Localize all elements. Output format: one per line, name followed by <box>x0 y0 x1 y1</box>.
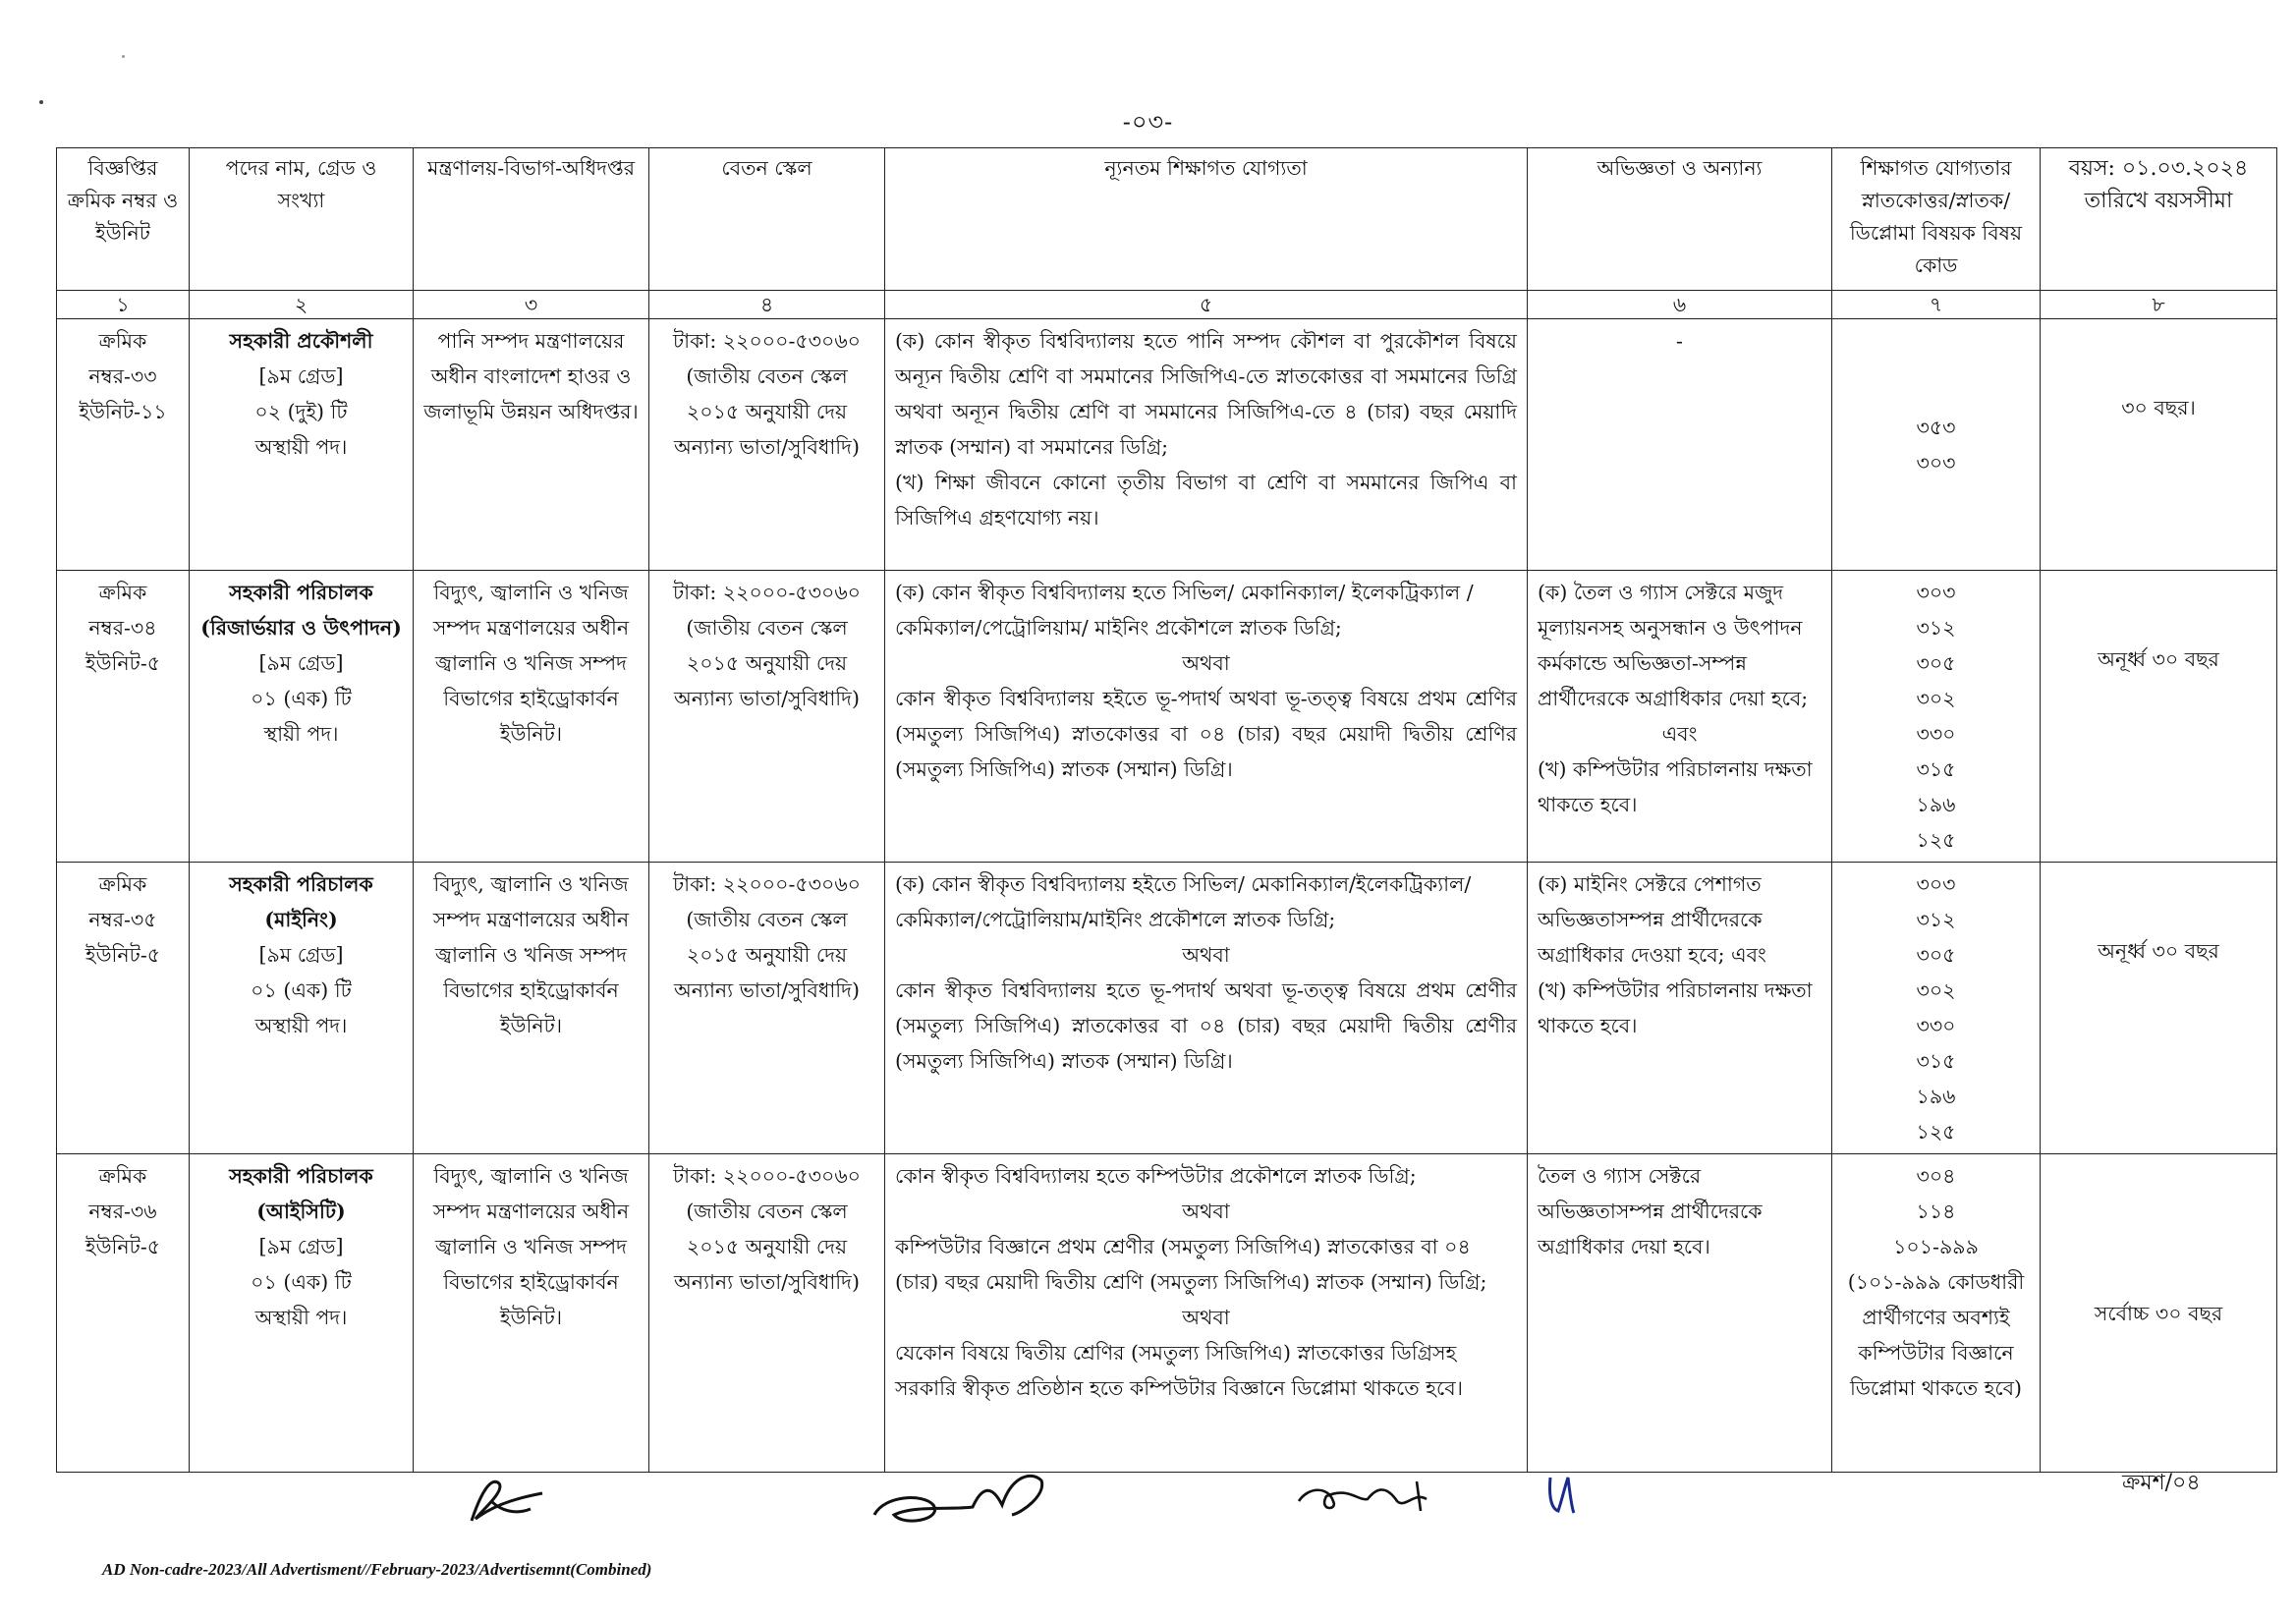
serial-cell <box>57 863 190 1154</box>
serial-number: নম্বর-৩৫ <box>88 908 157 931</box>
subject-code: ৩১৫ <box>1916 757 1956 781</box>
subject-code: ৩১২ <box>1916 616 1956 640</box>
post-count: ০১ (এক) টি <box>251 687 352 710</box>
header-pay-scale: বেতন স্কেল <box>649 148 885 291</box>
post-type: অস্থায়ী পদ। <box>254 1306 348 1329</box>
signature-3 <box>1289 1472 1436 1521</box>
column-number: ৫ <box>885 291 1528 319</box>
education-b: (খ) শিক্ষা জীবনে কোনো তৃতীয় বিভাগ বা শ্রেণি বা সমমানের জিপিএ বা সিজিপিএ গ্রহণযোগ্য নয়। <box>895 471 1517 530</box>
table-row <box>57 571 2277 863</box>
footer-reference: AD Non-cadre-2023/All Advertisment//February-2023/Advertisemnt(Combined) <box>102 1560 652 1579</box>
education-a: (ক) কোন স্বীকৃত বিশ্ববিদ্যালয় হতে সিভিল/ মেকানিক্যাল/ ইলেকট্রিক্যাল /কেমিক্যাল/পেট্রোলিয়াম/ মাইনিং প্রকৌশলে স্নাতক ডিগ্রি; <box>895 581 1474 640</box>
subject-code-cell <box>1832 571 2041 863</box>
subject-code: ৩০৩ <box>1916 872 1956 896</box>
experience-cell <box>1528 571 1832 863</box>
experience-and: এবং <box>1661 722 1698 746</box>
education-c: যেকোন বিষয়ে দ্বিতীয় শ্রেণির (সমতুল্য সিজিপিএ) স্নাতকোত্তর ডিগ্রিসহ সরকারি স্বীকৃত প্রতিষ্ঠান হতে কম্পিউটার বিজ্ঞানে ডিপ্লোমা থাকতে হবে। <box>895 1341 1463 1400</box>
subject-code: ৩০৫ <box>1916 943 1956 967</box>
age-cell: সর্বোচ্চ ৩০ বছর <box>2041 1154 2277 1473</box>
post-title: সহকারী পরিচালক (মাইনিং) <box>229 872 373 931</box>
education-cell <box>885 863 1528 1154</box>
pay-scale-cell: টাকা: ২২০০০-৫৩০৬০ (জাতীয় বেতন স্কেল ২০১৫ অনুযায়ী দেয় অন্যান্য ভাতা/সুবিধাদি) <box>649 863 885 1154</box>
serial-label: ক্রমিক <box>98 581 147 604</box>
subject-code: ৩০২ <box>1916 687 1956 710</box>
header-row <box>57 148 2277 291</box>
subject-code: ৩০৩ <box>1916 581 1956 604</box>
scan-speck <box>122 55 125 58</box>
subject-code-cell <box>1832 863 2041 1154</box>
subject-code: ১০১-৯৯৯ <box>1893 1235 1979 1258</box>
education-b: কোন স্বীকৃত বিশ্ববিদ্যালয় হইতে ভূ-পদার্থ অথবা ভূ-তত্ত্ব বিষয়ে প্রথম শ্রেণির (সমতুল্য সিজিপিএ) স্নাতকোত্তর বা ০৪ (চার) বছর মেয়াদী দ্বিতীয় শ্রেণির (সমতুল্য সিজিপিএ) স্নাতক (সম্মান) ডিগ্রি। <box>895 687 1517 781</box>
education-or: অথবা <box>1182 651 1230 675</box>
experience-cell: তৈল ও গ্যাস সেক্টরে অভিজ্ঞতাসম্পন্ন প্রার্থীদেরকে অগ্রাধিকার দেয়া হবে। <box>1528 1154 1832 1473</box>
experience-a: (ক) মাইনিং সেক্টরে পেশাগত অভিজ্ঞতাসম্পন্ন প্রার্থীদেরকে অগ্রাধিকার দেওয়া হবে; এবং <box>1538 872 1766 967</box>
serial-cell <box>57 1154 190 1473</box>
education-or: অথবা <box>1182 1200 1230 1223</box>
post-count: ০১ (এক) টি <box>251 978 352 1002</box>
post-cell <box>190 1154 414 1473</box>
header-ministry: মন্ত্রণালয়-বিভাগ-অধিদপ্তর <box>414 148 649 291</box>
subject-code-cell <box>1832 319 2041 571</box>
subject-code-cell <box>1832 1154 2041 1473</box>
education-cell <box>885 1154 1528 1473</box>
recruitment-table <box>56 147 2277 1473</box>
subject-code: ৩০২ <box>1916 978 1956 1002</box>
post-grade: [৯ম গ্রেড] <box>258 651 344 675</box>
subject-code: ১২৫ <box>1916 828 1956 852</box>
subject-code: ৩০৫ <box>1916 651 1956 675</box>
post-type: অস্থায়ী পদ। <box>254 435 348 459</box>
pay-scale-cell: টাকা: ২২০০০-৫৩০৬০ (জাতীয় বেতন স্কেল ২০১৫ অনুযায়ী দেয় অন্যান্য ভাতা/সুবিধাদি) <box>649 1154 885 1473</box>
subject-code-note: (১০১-৯৯৯ কোডধারী প্রার্থীগণের অবশ্যই কম্পিউটার বিজ্ঞানে ডিপ্লোমা থাকতে হবে) <box>1847 1270 2025 1400</box>
page-number: -০৩- <box>1122 108 1174 136</box>
post-grade: [৯ম গ্রেড] <box>258 943 344 967</box>
pay-scale-cell: টাকা: ২২০০০-৫৩০৬০ (জাতীয় বেতন স্কেল ২০১৫ অনুযায়ী দেয় অন্যান্য ভাতা/সুবিধাদি) <box>649 571 885 863</box>
column-number: ১ <box>57 291 190 319</box>
header-subject-code: শিক্ষাগত যোগ্যতার স্নাতকোত্তর/স্নাতক/ ডিপ্লোমা বিষয়ক বিষয় কোড <box>1832 148 2041 291</box>
serial-label: ক্রমিক <box>98 1164 147 1188</box>
column-number: ৩ <box>414 291 649 319</box>
age-cell: অনূর্ধ্ব ৩০ বছর <box>2041 863 2277 1154</box>
scan-speck <box>39 100 43 104</box>
serial-cell <box>57 319 190 571</box>
education-b: কম্পিউটার বিজ্ঞানে প্রথম শ্রেণীর (সমতুল্য সিজিপিএ) স্নাতকোত্তর বা ০৪ (চার) বছর মেয়াদী দ্বিতীয় শ্রেণি (সমতুল্য সিজিপিএ) স্নাতক (সম্মান) ডিগ্রি; <box>895 1235 1487 1294</box>
post-grade: [৯ম গ্রেড] <box>258 1235 344 1258</box>
table-row <box>57 863 2277 1154</box>
experience-a: (ক) তৈল ও গ্যাস সেক্টরে মজুদ মূল্যায়নসহ অনুসন্ধান ও উৎপাদন কর্মকান্ডে অভিজ্ঞতা-সম্পন্ন প্রার্থীদেরকে অগ্রাধিকার দেয়া হবে; <box>1538 581 1809 710</box>
serial-label: ক্রমিক <box>98 872 147 896</box>
experience-cell <box>1528 863 1832 1154</box>
subject-code: ১২৫ <box>1916 1120 1956 1144</box>
ministry-cell: বিদ্যুৎ, জ্বালানি ও খনিজ সম্পদ মন্ত্রণালয়ের অধীন জ্বালানি ও খনিজ সম্পদ বিভাগের হাইড্রোকার্বন ইউনিট। <box>414 863 649 1154</box>
subject-code: ১৯৬ <box>1916 1085 1956 1108</box>
header-age: বয়স: ০১.০৩.২০২৪ তারিখে বয়সসীমা <box>2041 148 2277 291</box>
post-title: সহকারী পরিচালক (আইসিটি) <box>229 1164 373 1223</box>
experience-cell: - <box>1528 319 1832 571</box>
serial-number: নম্বর-৩৪ <box>88 616 157 640</box>
subject-code: ৩০৩ <box>1916 450 1956 475</box>
subject-code: ১১৪ <box>1916 1200 1956 1223</box>
post-count: ০২ (দুই) টি <box>254 400 348 423</box>
serial-number: নম্বর-৩৬ <box>88 1200 157 1223</box>
education-or: অথবা <box>1182 1306 1230 1329</box>
education-b: কোন স্বীকৃত বিশ্ববিদ্যালয় হতে ভূ-পদার্থ অথবা ভূ-তত্ত্ব বিষয়ে প্রথম শ্রেণীর (সমতুল্য সিজিপিএ) স্নাতকোত্তর বা ০৪ (চার) বছর মেয়াদী দ্বিতীয় শ্রেণীর (সমতুল্য সিজিপিএ) স্নাতক (সম্মান) ডিগ্রি। <box>895 978 1517 1073</box>
signature-4 <box>1542 1470 1582 1519</box>
post-title: সহকারী পরিচালক (রিজার্ভয়ার ও উৎপাদন) <box>200 581 402 640</box>
experience-b: (খ) কম্পিউটার পরিচালনায় দক্ষতা থাকতে হবে। <box>1538 978 1813 1037</box>
post-type: স্থায়ী পদ। <box>263 722 339 746</box>
education-cell <box>885 319 1528 571</box>
continued-note: ক্রমশ/০৪ <box>2122 1471 2201 1495</box>
pay-scale-cell: টাকা: ২২০০০-৫৩০৬০ (জাতীয় বেতন স্কেল ২০১৫ অনুযায়ী দেয় অন্যান্য ভাতা/সুবিধাদি) <box>649 319 885 571</box>
column-number: ২ <box>190 291 414 319</box>
education-cell <box>885 571 1528 863</box>
column-number: ৬ <box>1528 291 1832 319</box>
age-cell: অনূর্ধ্ব ৩০ বছর <box>2041 571 2277 863</box>
serial-unit: ইউনিট-১১ <box>79 400 167 423</box>
column-number: ৭ <box>1832 291 2041 319</box>
age-cell: ৩০ বছর। <box>2041 319 2277 571</box>
serial-number: নম্বর-৩৩ <box>88 364 157 388</box>
column-number: ৪ <box>649 291 885 319</box>
table-row <box>57 1154 2277 1473</box>
serial-unit: ইউনিট-৫ <box>84 651 161 675</box>
column-number: ৮ <box>2041 291 2277 319</box>
post-cell <box>190 319 414 571</box>
subject-code: ৩৩০ <box>1916 1014 1956 1037</box>
post-count: ০১ (এক) টি <box>251 1270 352 1294</box>
serial-unit: ইউনিট-৫ <box>84 943 161 967</box>
table-row <box>57 319 2277 571</box>
signature-2 <box>865 1466 1061 1535</box>
education-a: (ক) কোন স্বীকৃত বিশ্ববিদ্যালয় হতে পানি সম্পদ কৌশল বা পুরকৌশল বিষয়ে অন্যূন দ্বিতীয় শ্রেণি বা সমমানের সিজিপিএ-তে স্নাতকোত্তর বা সমমানের ডিগ্রি অথবা অন্যূন দ্বিতীয় শ্রেণি বা সমমানের সিজিপিএ-তে ৪ (চার) বছর মেয়াদি স্নাতক (সম্মান) বা সমমানের ডিগ্রি; <box>895 329 1517 459</box>
subject-code: ৩০৪ <box>1916 1164 1956 1188</box>
serial-unit: ইউনিট-৫ <box>84 1235 161 1258</box>
header-serial: বিজ্ঞপ্তির ক্রমিক নম্বর ও ইউনিট <box>57 148 190 291</box>
education-or: অথবা <box>1182 943 1230 967</box>
signature-1 <box>462 1472 550 1531</box>
education-a: কোন স্বীকৃত বিশ্ববিদ্যালয় হতে কম্পিউটার প্রকৌশলে স্নাতক ডিগ্রি; <box>895 1164 1417 1188</box>
ministry-cell: বিদ্যুৎ, জ্বালানি ও খনিজ সম্পদ মন্ত্রণালয়ের অধীন জ্বালানি ও খনিজ সম্পদ বিভাগের হাইড্রোকার্বন ইউনিট। <box>414 1154 649 1473</box>
post-type: অস্থায়ী পদ। <box>254 1014 348 1037</box>
ministry-cell: বিদ্যুৎ, জ্বালানি ও খনিজ সম্পদ মন্ত্রণালয়ের অধীন জ্বালানি ও খনিজ সম্পদ বিভাগের হাইড্রোকার্বন ইউনিট। <box>414 571 649 863</box>
subject-code: ৩১২ <box>1916 908 1956 931</box>
subject-code: ১৯৬ <box>1916 793 1956 816</box>
subject-code: ৩৫৩ <box>1916 415 1956 439</box>
post-cell <box>190 863 414 1154</box>
post-cell <box>190 571 414 863</box>
ministry-cell: পানি সম্পদ মন্ত্রণালয়ের অধীন বাংলাদেশ হাওর ও জলাভূমি উন্নয়ন অধিদপ্তর। <box>414 319 649 571</box>
subject-code: ৩১৫ <box>1916 1049 1956 1073</box>
header-experience: অভিজ্ঞতা ও অন্যান্য <box>1528 148 1832 291</box>
header-post: পদের নাম, গ্রেড ও সংখ্যা <box>190 148 414 291</box>
experience-b: (খ) কম্পিউটার পরিচালনায় দক্ষতা থাকতে হবে। <box>1538 757 1813 816</box>
post-title: সহকারী প্রকৌশলী <box>229 329 373 353</box>
serial-label: ক্রমিক <box>98 329 147 353</box>
column-number-row <box>57 291 2277 319</box>
education-a: (ক) কোন স্বীকৃত বিশ্ববিদ্যালয় হইতে সিভিল/ মেকানিক্যাল/ইলেকট্রিক্যাল/কেমিক্যাল/পেট্রোলিয়াম/মাইনিং প্রকৌশলে স্নাতক ডিগ্রি; <box>895 872 1472 931</box>
header-education: ন্যূনতম শিক্ষাগত যোগ্যতা <box>885 148 1528 291</box>
serial-cell <box>57 571 190 863</box>
subject-code: ৩৩০ <box>1916 722 1956 746</box>
post-grade: [৯ম গ্রেড] <box>258 364 344 388</box>
